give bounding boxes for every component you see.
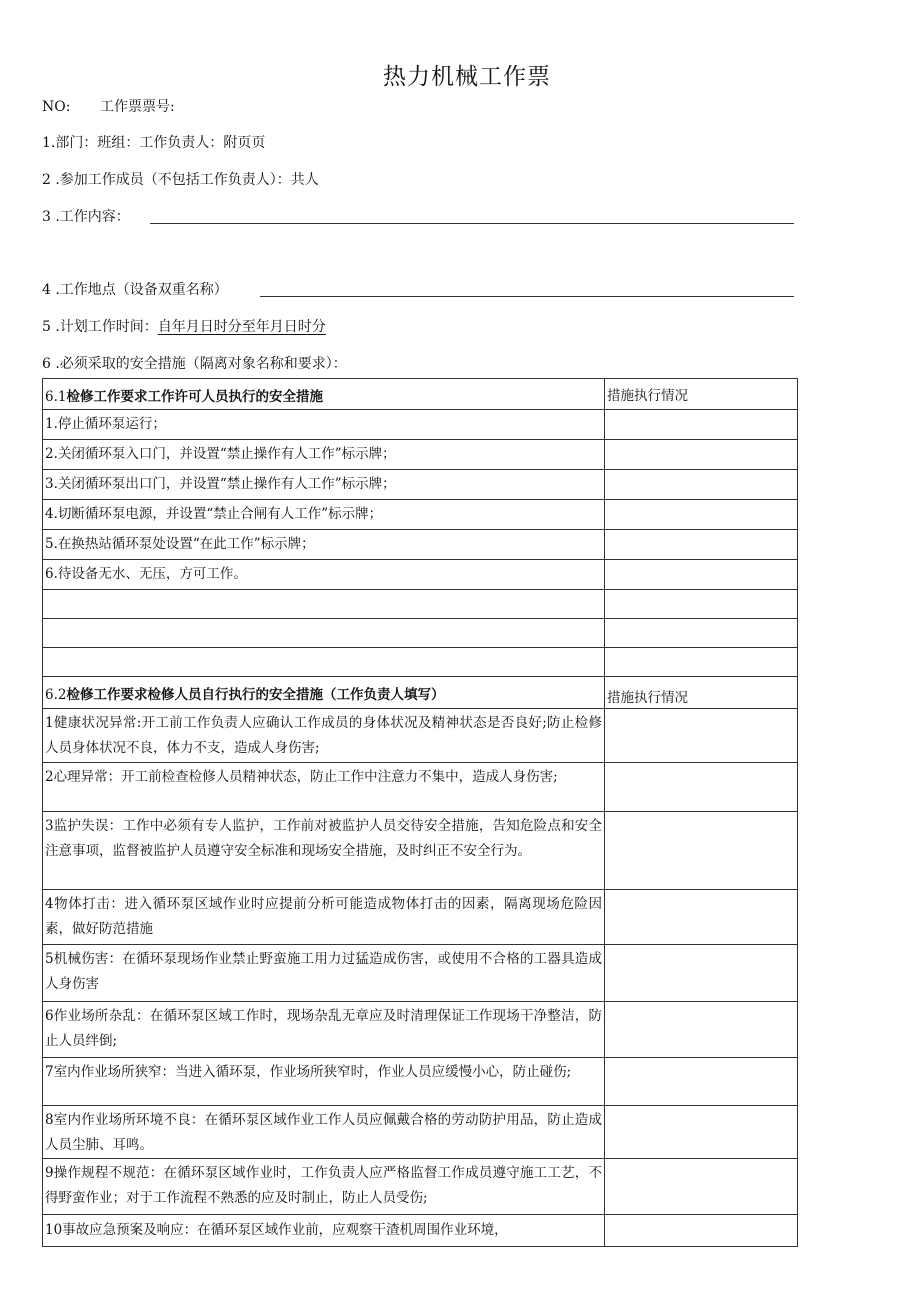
table-row [43,1215,798,1247]
planned-time-value[interactable]: 自年月日时分至年月日时分 [157,319,326,335]
table-row [43,1159,798,1215]
page-title: 热力机械工作票 [383,64,551,90]
table-row [43,945,798,1002]
status-cell[interactable] [605,1106,798,1159]
empty-measure-cell[interactable] [43,619,605,648]
status-cell[interactable] [605,1058,798,1106]
section2-heading-prefix: 6.2 [45,687,67,703]
status-cell[interactable] [605,590,798,619]
table-row [43,1002,798,1058]
planned-time-label: 5 .计划工作时间： [42,319,158,335]
table-row [43,1058,798,1106]
empty-measure-cell[interactable] [43,590,605,619]
status-cell[interactable] [605,648,798,677]
work-location-field[interactable] [260,296,794,297]
section1-item-1: 1.停止循环泵运行； [43,410,605,440]
table-row [43,560,798,590]
status-cell[interactable] [605,890,798,945]
section1-item-2: 2.关闭循环泵入口门，并设置“禁止操作有人工作”标示牌； [43,440,605,470]
section2-item-8: 8室内作业场所环境不良：在循环泵区域作业工作人员应佩戴合格的劳动防护用品，防止造成人员尘肺、耳鸣。 [43,1106,605,1159]
no-label: NO: [42,99,71,115]
status-cell[interactable] [605,560,798,590]
empty-measure-cell[interactable] [43,648,605,677]
section1-heading-prefix: 6.1 [45,389,67,405]
section2-item-10: 10事故应急预案及响应：在循环泵区域作业前，应观察干渣机周围作业环境， [43,1215,605,1247]
table-row [43,500,798,530]
ticket-number-line [42,98,175,116]
section1-item-3: 3.关闭循环泵出口门，并设置“禁止操作有人工作”标示牌； [43,470,605,500]
table-row [43,410,798,440]
status-cell[interactable] [605,763,798,812]
table-row [43,812,798,890]
table-row [43,590,798,619]
section1-status-label: 措施执行情况 [605,379,798,410]
department-line: 1.部门：班组：工作负责人：附页页 [42,135,266,151]
table-row [43,530,798,560]
table-row [43,470,798,500]
status-cell[interactable] [605,470,798,500]
table-row [43,440,798,470]
section1-item-5: 5.在换热站循环泵处设置“在此工作”标示牌； [43,530,605,560]
table-row [43,619,798,648]
section2-heading [43,677,605,709]
planned-time-line [42,318,326,336]
section2-item-3: 3监护失误：工作中必须有专人监护，工作前对被监护人员交待安全措施，告知危险点和安全注意事项，监督被监护人员遵守安全标准和现场安全措施，及时纠正不安全行为。 [43,812,605,890]
status-cell[interactable] [605,410,798,440]
section2-status-label: 措施执行情况 [605,677,798,709]
section1-item-6: 6.待设备无水、无压，方可工作。 [43,560,605,590]
ticket-no-label: 工作票票号: [100,99,175,115]
section2-item-5: 5机械伤害：在循环泵现场作业禁止野蛮施工用力过猛造成伤害，或使用不合格的工器具造成人身伤害 [43,945,605,1002]
section1-heading [43,379,605,410]
status-cell[interactable] [605,812,798,890]
section2-item-4: 4物体打击：进入循环泵区域作业时应提前分析可能造成物体打击的因素，隔离现场危险因素，做好防范措施 [43,890,605,945]
section2-item-9: 9操作规程不规范：在循环泵区域作业时，工作负责人应严格监督工作成员遵守施工工艺，不得野蛮作业；对于工作流程不熟悉的应及时制止，防止人员受伤; [43,1159,605,1215]
status-cell[interactable] [605,1002,798,1058]
work-content-label: 3 .工作内容： [42,209,130,225]
status-cell[interactable] [605,709,798,763]
safety-measures-table [42,378,798,1247]
work-location-label: 4 .工作地点（设备双重名称） [42,282,228,298]
status-cell[interactable] [605,440,798,470]
status-cell[interactable] [605,1159,798,1215]
section1-item-4: 4.切断循环泵电源，并设置“禁止合闸有人工作”标示牌； [43,500,605,530]
table-row [43,709,798,763]
section2-header-row [43,677,798,709]
table-row [43,763,798,812]
status-cell[interactable] [605,530,798,560]
section2-heading-text: 检修工作要求检修人员自行执行的安全措施（工作负责人填写） [66,687,445,703]
table-row [43,648,798,677]
table-row [43,890,798,945]
work-content-field[interactable] [150,223,794,224]
status-cell[interactable] [605,945,798,1002]
safety-measures-label: 6 .必须采取的安全措施（隔离对象名称和要求）： [42,356,347,372]
status-cell[interactable] [605,619,798,648]
status-cell[interactable] [605,1215,798,1247]
section2-item-2: 2心理异常：开工前检查检修人员精神状态，防止工作中注意力不集中，造成人身伤害; [43,763,605,812]
section1-heading-text: 检修工作要求工作许可人员执行的安全措施 [66,389,323,405]
section2-item-1: 1健康状况异常:开工前工作负责人应确认工作成员的身体状况及精神状态是否良好;防止检修人员身体状况不良，体力不支，造成人身伤害; [43,709,605,763]
section2-item-6: 6作业场所杂乱：在循环泵区域工作时，现场杂乱无章应及时清理保证工作现场干净整洁，防止人员绊倒; [43,1002,605,1058]
members-line: 2 .参加工作成员（不包括工作负责人）：共人 [42,172,319,188]
section2-item-7: 7室内作业场所狭窄：当进入循环泵，作业场所狭窄时，作业人员应缓慢小心，防止碰伤; [43,1058,605,1106]
table-row [43,1106,798,1159]
status-cell[interactable] [605,500,798,530]
section1-header-row [43,379,798,410]
